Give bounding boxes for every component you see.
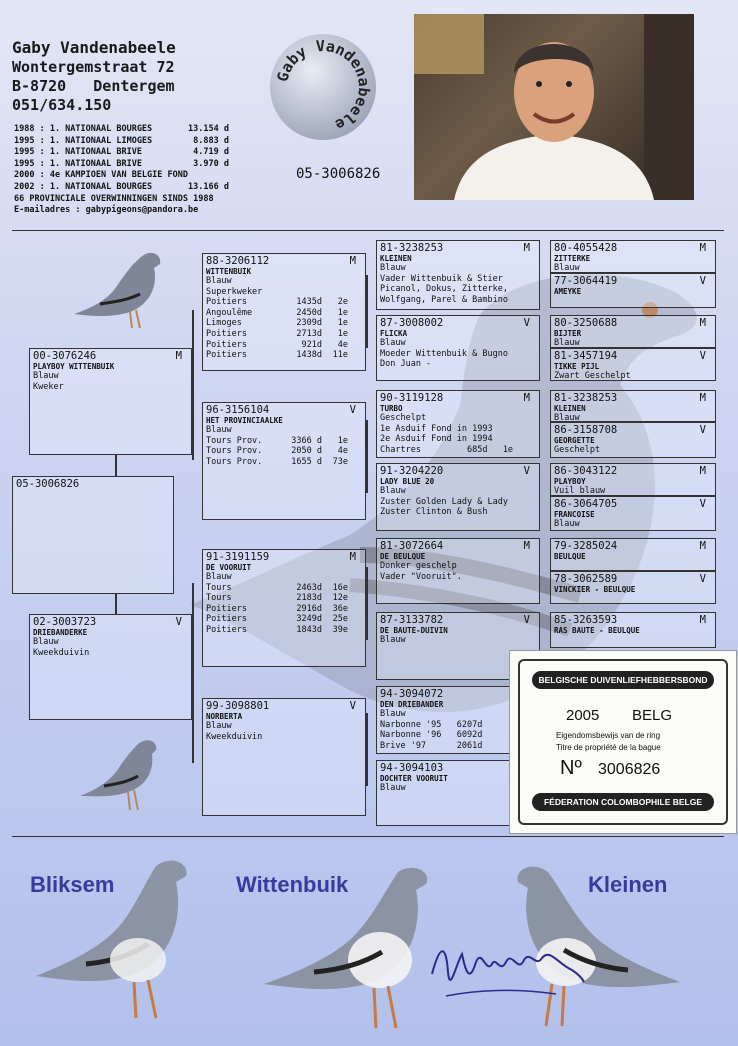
- pigeon-name: DOCHTER VOORUIT: [380, 774, 448, 783]
- ring-number: 87-3008002: [380, 317, 444, 329]
- pedigree-connector: [115, 455, 117, 476]
- pigeon-info: Blauw: [206, 721, 232, 731]
- pigeon-info: Blauw: [554, 263, 580, 273]
- pigeon-info: Brive '97 2061d: [380, 740, 483, 751]
- birds: 3366 d: [291, 435, 322, 446]
- pigeon-info: Blauw: [380, 783, 406, 793]
- result-row: [206, 340, 362, 351]
- pigeon-name: TIKKE PIJL: [554, 362, 600, 371]
- results-list: [14, 124, 229, 217]
- pigeon-name: RAS BAUTE - BEULQUE: [554, 626, 640, 635]
- great-grandparent-box: [376, 463, 540, 531]
- pigeon-name: LADY BLUE 20: [380, 477, 435, 486]
- ring-number: 94-3094103: [380, 762, 444, 774]
- race: Tours Prov.: [206, 435, 263, 446]
- owner-photo: [414, 14, 694, 200]
- result-line: 1995 : 1. NATIONAAL LIMOGES 8.883 d: [14, 135, 229, 146]
- ring-certificate-card: [509, 650, 737, 834]
- sex-marker: M: [349, 551, 356, 563]
- pigeon-info: Zuster Golden Lady & Lady: [380, 496, 508, 507]
- grandparent-box: [202, 549, 366, 667]
- pigeon-bottom-left-icon: [76, 734, 161, 820]
- sex-marker: M: [523, 242, 530, 254]
- pigeon-name: KLEINEN: [554, 404, 586, 413]
- pigeon-info: Narbonne '96 6092d: [380, 730, 483, 741]
- sex-marker: M: [699, 317, 706, 329]
- gen4-box: [550, 273, 716, 308]
- birds: 2713d: [296, 328, 322, 339]
- pigeon-name: NORBERTA: [206, 712, 243, 721]
- birds: 3249d: [296, 614, 322, 625]
- grandparent-box: [202, 253, 366, 371]
- result-line: 66 PROVINCIALE OVERWINNINGEN SINDS 1988: [14, 193, 214, 204]
- pigeon-info: Blauw: [380, 486, 406, 496]
- ring-number: 78-3062589: [554, 573, 618, 585]
- race: Poitiers: [206, 614, 247, 625]
- result-line: 1995 : 1. NATIONAAL BRIVE 4.719 d: [14, 147, 229, 158]
- pigeon-name: WITTENBUIK: [206, 267, 252, 276]
- birds: 2050 d: [291, 446, 322, 457]
- gen4-box: [550, 390, 716, 422]
- pigeon-info: Vader Wittenbuik & Stier: [380, 273, 503, 284]
- pigeon-name: BIJTER: [554, 329, 582, 338]
- pigeon-name: DE VOORUIT: [206, 563, 252, 572]
- pigeon-info: Blauw: [206, 572, 232, 582]
- sex-marker: M: [523, 540, 530, 552]
- pigeon-name: ZITTERKE: [554, 254, 591, 263]
- pigeon-top-left-icon: [70, 246, 165, 338]
- ring-number: 05-3006826: [16, 478, 80, 490]
- ring-number: 96-3156104: [206, 404, 270, 416]
- pigeon-info: Picanol, Dokus, Zitterke,: [380, 284, 508, 295]
- pigeon-info: Kweker: [33, 381, 64, 392]
- pigeon-info: Blauw: [554, 338, 580, 348]
- email-line: E-mailadres : gabypigeons@pandora.be: [14, 205, 199, 216]
- result-line: 2000 : 4e KAMPIOEN VAN BELGIE FOND: [14, 170, 188, 181]
- subject-ring-header: 05-3006826: [296, 166, 381, 182]
- pigeon-info: Wolfgang, Parel & Bambino: [380, 294, 508, 305]
- sex-marker: V: [349, 700, 356, 712]
- result-row: [206, 318, 362, 329]
- result-row: [206, 614, 362, 625]
- bottom-divider: [12, 836, 724, 837]
- pigeon-info: Vader "Vooruit".: [380, 571, 462, 582]
- place: 25e: [332, 614, 348, 625]
- gen4-box: [550, 422, 716, 458]
- ring-number: 77-3064419: [554, 275, 618, 287]
- ring-number: 81-3238253: [380, 242, 444, 254]
- pedigree-connector: [366, 713, 368, 786]
- birds: 2183d: [296, 593, 322, 604]
- card-top-banner: BELGISCHE DUIVENLIEFHEBBERSBOND: [532, 671, 714, 689]
- ring-number: 88-3206112: [206, 255, 270, 267]
- ring-number: 86-3064705: [554, 498, 618, 510]
- pedigree-connector: [366, 420, 368, 493]
- pigeon-name: DE BEULQUE: [380, 552, 426, 561]
- owner-city: B-8720 Dentergem: [12, 77, 175, 95]
- result-row: [206, 593, 362, 604]
- ring-number: 00-3076246: [33, 350, 97, 362]
- ring-number: 81-3457194: [554, 350, 618, 362]
- ring-number: 86-3043122: [554, 465, 618, 477]
- pedigree-connector: [366, 567, 368, 640]
- sex-marker: V: [699, 424, 706, 436]
- result-line: 1995 : 1. NATIONAAL BRIVE 3.970 d: [14, 158, 229, 169]
- pigeon-name: FRANCOISE: [554, 510, 595, 519]
- pigeon-info: Blauw: [380, 263, 406, 273]
- place: 1e: [337, 435, 348, 446]
- birds: 2309d: [296, 318, 322, 329]
- pigeon-info: Kweekduivin: [33, 647, 90, 658]
- pigeon-info: Blauw: [554, 413, 580, 422]
- owner-name: Gaby Vandenabeele: [12, 38, 176, 57]
- place: 11e: [332, 350, 348, 361]
- card-number-label: Nº: [560, 757, 582, 779]
- birds: 2916d: [296, 603, 322, 614]
- birds: 1435d: [296, 297, 322, 308]
- place: 4e: [337, 446, 348, 457]
- gen4-box: [550, 612, 716, 648]
- sex-marker: V: [175, 616, 182, 628]
- race: Poitiers: [206, 603, 247, 614]
- place: 4e: [337, 339, 348, 350]
- pigeon-info: Donker geschelp: [380, 561, 457, 571]
- pigeon-info: 1e Asduif Fond in 1993: [380, 423, 493, 434]
- great-grandparent-box: [376, 315, 540, 381]
- owner-street: Wontergemstraat 72: [12, 58, 175, 76]
- result-row: [206, 350, 362, 361]
- result-row: [206, 625, 362, 636]
- signature-image: [426, 934, 586, 1004]
- card-label-nl: Eigendomsbewijs van de ring: [556, 731, 661, 740]
- pigeon-name: DEN DRIEBANDER: [380, 700, 444, 709]
- sex-marker: M: [699, 242, 706, 254]
- top-divider: [12, 230, 724, 231]
- race: Poitiers: [206, 328, 247, 339]
- ring-number: 02-3003723: [33, 616, 97, 628]
- great-grandparent-box: [376, 390, 540, 458]
- pigeon-info: 2e Asduif Fond in 1994: [380, 434, 493, 445]
- ring-number: 81-3072664: [380, 540, 444, 552]
- sire-box: [29, 348, 192, 455]
- birds: 1843d: [296, 624, 322, 635]
- pigeon-info: Zuster Clinton & Bush: [380, 507, 488, 518]
- grandparent-box: [202, 402, 366, 520]
- race: Poitiers: [206, 339, 247, 350]
- great-grandparent-box: [376, 240, 540, 310]
- pigeon-info: Blauw: [33, 637, 59, 647]
- ring-number: 99-3098801: [206, 700, 270, 712]
- gen4-box: [550, 496, 716, 531]
- race: Poitiers: [206, 297, 247, 308]
- dam-box: [29, 614, 192, 720]
- pigeon-name: AMEYKE: [554, 287, 582, 296]
- sex-marker: M: [699, 614, 706, 626]
- ring-number: 79-3285024: [554, 540, 618, 552]
- sex-marker: M: [349, 255, 356, 267]
- pigeon-name: VINCKIER - BEULQUE: [554, 585, 636, 594]
- pedigree-connector: [192, 583, 194, 763]
- sex-marker: V: [523, 317, 530, 329]
- pigeon-info: Don Juan -: [380, 359, 432, 370]
- place: 16e: [332, 582, 348, 593]
- pigeon-name: BEULQUE: [554, 552, 586, 561]
- sex-marker: V: [523, 465, 530, 477]
- result-row: [206, 446, 362, 457]
- pigeon-name: HET PROVINCIAALKE: [206, 416, 283, 425]
- pigeon-info: Narbonne '95 6207d: [380, 719, 483, 730]
- pigeon-bliksem-icon: [26, 852, 196, 1032]
- pedigree-connector: [115, 594, 117, 614]
- ring-number: 87-3133782: [380, 614, 444, 626]
- result-row: [206, 329, 362, 340]
- result-row: [206, 436, 362, 447]
- pedigree-connector: [366, 275, 368, 348]
- place: 12e: [332, 593, 348, 604]
- sex-marker: M: [699, 392, 706, 404]
- result-row: [206, 457, 362, 468]
- result-line: 1988 : 1. NATIONAAL BOURGES 13.154 d: [14, 124, 229, 134]
- card-country: BELG: [632, 707, 673, 724]
- race: Angoulême: [206, 307, 253, 318]
- pigeon-name: DRIEBANDERKE: [33, 628, 88, 637]
- pigeon-info: Blauw: [206, 425, 232, 435]
- sex-marker: M: [699, 465, 706, 477]
- gen4-box: [550, 240, 716, 273]
- sex-marker: V: [699, 498, 706, 510]
- pigeon-info: Blauw: [554, 519, 580, 529]
- birds: 1438d: [296, 350, 322, 361]
- ring-number: 86-3158708: [554, 424, 618, 436]
- place: 73e: [332, 456, 348, 467]
- svg-text:Gaby Vandenabeele: Gaby Vandenabeele: [273, 36, 374, 135]
- birds: 2463d: [296, 582, 322, 593]
- sex-marker: M: [523, 392, 530, 404]
- owner-phone: 051/634.150: [12, 96, 112, 114]
- sex-marker: V: [349, 404, 356, 416]
- great-grandparent-box: [376, 538, 540, 604]
- pigeon-info: Chartres 685d 1e: [380, 444, 514, 455]
- grandparent-box: [202, 698, 366, 816]
- place: 39e: [332, 624, 348, 635]
- gen4-box: [550, 571, 716, 604]
- gen4-box: [550, 463, 716, 496]
- race: Tours Prov.: [206, 446, 263, 457]
- pigeon-info: Blauw: [33, 371, 59, 381]
- owner-seal: [268, 32, 378, 142]
- race: Tours Prov.: [206, 456, 263, 467]
- sex-marker: V: [699, 350, 706, 362]
- birds: 1655 d: [291, 456, 322, 467]
- result-row: [206, 583, 362, 594]
- race: Tours: [206, 582, 232, 593]
- sex-marker: M: [699, 540, 706, 552]
- race: Limoges: [206, 318, 242, 329]
- ring-number: 94-3094072: [380, 688, 444, 700]
- ring-number: 81-3238253: [554, 392, 618, 404]
- sex-marker: M: [175, 350, 182, 362]
- ring-number: 90-3119128: [380, 392, 444, 404]
- pigeon-name: KLEINEN: [380, 254, 412, 263]
- pigeon-wittenbuik-icon: [258, 860, 438, 1040]
- pigeon-info: Vuil blauw: [554, 486, 606, 496]
- birds: 921d: [301, 339, 322, 350]
- card-label-fr: Titre de propriété de la bague: [556, 743, 661, 752]
- footer-name-right: Kleinen: [588, 872, 668, 897]
- result-line: 2002 : 1. NATIONAAL BOURGES 13.166 d: [14, 181, 229, 192]
- race: Poitiers: [206, 350, 247, 361]
- pigeon-info: Superkweker: [206, 286, 263, 297]
- place: 36e: [332, 603, 348, 614]
- pigeon-name: FLICKA: [380, 329, 408, 338]
- ring-number: 91-3204220: [380, 465, 444, 477]
- card-number: 3006826: [598, 761, 661, 778]
- ring-number: 80-4055428: [554, 242, 618, 254]
- pigeon-name: PLAYBOY WITTENBUIK: [33, 362, 115, 371]
- place: 1e: [337, 318, 348, 329]
- pigeon-info: Moeder Wittenbuik & Bugno: [380, 348, 508, 359]
- place: 1e: [337, 307, 348, 318]
- pigeon-info: Blauw: [380, 338, 406, 348]
- pigeon-info: Zwart Geschelpt: [554, 371, 631, 381]
- pigeon-info: Blauw: [380, 709, 406, 719]
- gen4-box: [550, 348, 716, 381]
- sex-marker: V: [523, 614, 530, 626]
- ring-number: 85-3263593: [554, 614, 618, 626]
- ring-number: 80-3250688: [554, 317, 618, 329]
- pigeon-name: DE BAUTE-DUIVIN: [380, 626, 448, 635]
- ring-number: 91-3191159: [206, 551, 270, 563]
- pigeon-name: PLAYBOY: [554, 477, 586, 486]
- gen4-box: [550, 315, 716, 348]
- pigeon-name: GEORGETTE: [554, 436, 595, 445]
- footer-name-middle: Wittenbuik: [236, 872, 349, 897]
- race: Poitiers: [206, 624, 247, 635]
- race: Tours: [206, 593, 232, 604]
- pigeon-info: Geschelpt: [554, 445, 601, 455]
- gen4-box: [550, 538, 716, 571]
- place: 1e: [337, 328, 348, 339]
- pigeon-info: Geschelpt: [380, 413, 427, 423]
- card-year: 2005: [566, 707, 600, 724]
- result-row: [206, 297, 362, 308]
- pedigree-connector: [192, 310, 194, 460]
- pigeon-info: Blauw: [206, 276, 232, 286]
- result-row: [206, 604, 362, 615]
- pigeon-info: Blauw: [380, 635, 406, 645]
- pigeon-name: TURBO: [380, 404, 403, 413]
- result-row: [206, 308, 362, 319]
- birds: 2450d: [296, 307, 322, 318]
- sex-marker: V: [699, 275, 706, 287]
- pigeon-info: Kweekduivin: [206, 731, 263, 742]
- place: 2e: [337, 297, 348, 308]
- footer-name-left: Bliksem: [30, 872, 115, 897]
- card-bottom-banner: FÉDERATION COLOMBOPHILE BELGE: [532, 793, 714, 811]
- subject-box: [12, 476, 174, 594]
- sex-marker: V: [699, 573, 706, 585]
